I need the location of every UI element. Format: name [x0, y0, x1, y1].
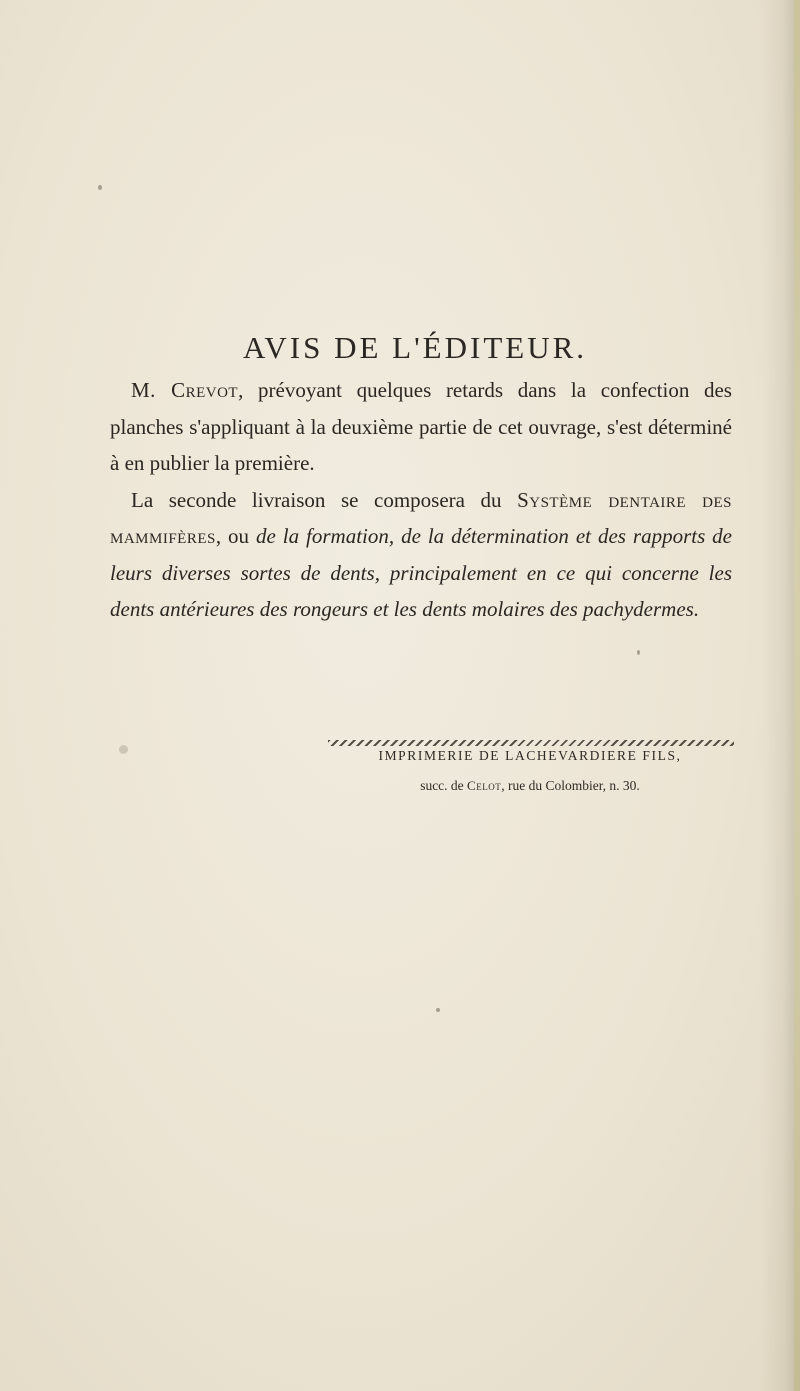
paragraph-1-text: , prévoyant quelques retards dans la confection des planches s'appliquant à la deuxième partie de cet ouvrage, s'est déterminé à en publier la première. — [110, 378, 732, 475]
printer-name: IMPRIMERIE DE LACHEVARDIERE FILS, — [378, 748, 682, 763]
author-name: M. Crevot — [131, 378, 239, 402]
printer-address: succ. de Celot, rue du Colombier, n. 30. — [420, 778, 640, 793]
paper-speck — [637, 650, 640, 655]
page-edge — [794, 0, 800, 1391]
notice-body — [110, 372, 732, 628]
paragraph-1 — [110, 372, 732, 482]
paper-speck — [98, 185, 102, 190]
page-title: AVIS DE L'ÉDITEUR. — [242, 330, 588, 365]
paper-speck — [436, 1008, 440, 1012]
paper-speck — [119, 745, 128, 754]
decorative-rule — [328, 740, 734, 746]
work-title: Système dentaire des mammifères — [110, 487, 732, 548]
paragraph-2-lead: La seconde livraison se composera du — [131, 487, 518, 512]
work-subtitle: de la formation, de la détermination et des rapports de leurs diverses sortes de dents, principalement en ce qui concerne les dents antérieures des rongeurs et les dents molaires des pachydermes. — [110, 524, 733, 621]
paragraph-2-connector: , ou — [215, 524, 256, 548]
paragraph-2 — [110, 482, 732, 628]
